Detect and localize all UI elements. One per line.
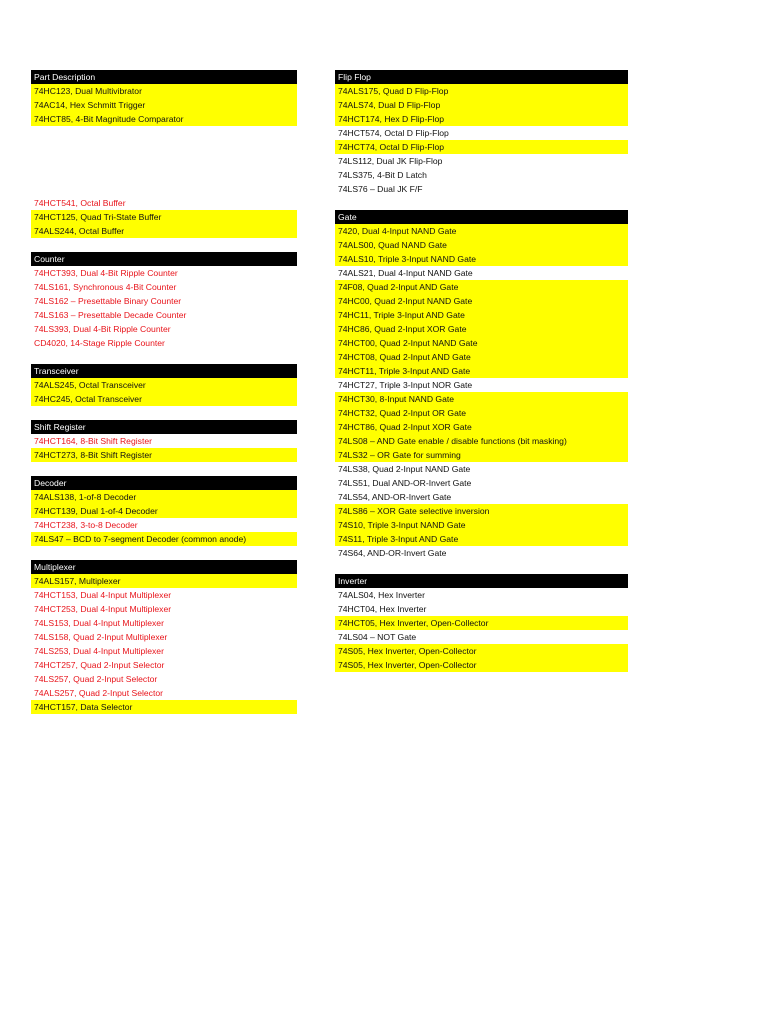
part-row: 74F08, Quad 2-Input AND Gate: [335, 280, 628, 294]
part-row: 74LS32 – OR Gate for summing: [335, 448, 628, 462]
part-row: 74HC245, Octal Transceiver: [31, 392, 297, 406]
part-row: 74HC123, Dual Multivibrator: [31, 84, 297, 98]
part-row: 74ALS138, 1-of-8 Decoder: [31, 490, 297, 504]
part-row: 74ALS21, Dual 4-Input NAND Gate: [338, 268, 473, 278]
part-row: 74LS158, Quad 2-Input Multiplexer: [34, 632, 168, 642]
part-row: 74HCT153, Dual 4-Input Multiplexer: [34, 590, 172, 600]
part-row: 74HCT00, Quad 2-Input NAND Gate: [335, 336, 628, 350]
section-gap: [335, 196, 628, 210]
part-row: 74LS04 – NOT Gate: [338, 632, 417, 642]
part-row: 74LS38, Quad 2-Input NAND Gate: [338, 464, 471, 474]
part-row: 74HCT393, Dual 4-Bit Ripple Counter: [34, 268, 178, 278]
part-row: [31, 140, 297, 154]
section-shift-register: [31, 420, 297, 462]
part-row: 74HCT85, 4-Bit Magnitude Comparator: [31, 112, 297, 126]
part-row: 74HCT125, Quad Tri-State Buffer: [31, 210, 297, 224]
part-row: 74HCT30, 8-Input NAND Gate: [335, 392, 628, 406]
part-row: 74ALS00, Quad NAND Gate: [335, 238, 628, 252]
part-row: 74ALS157, Multiplexer: [31, 574, 297, 588]
left-column: [31, 70, 297, 714]
part-row: 74ALS10, Triple 3-Input NAND Gate: [335, 252, 628, 266]
part-row: 74HCT74, Octal D Flip-Flop: [335, 140, 628, 154]
part-row: [31, 182, 297, 196]
section-header: Part Description: [31, 70, 297, 84]
section-part-description: [31, 70, 297, 238]
part-row: 74HCT86, Quad 2-Input XOR Gate: [335, 420, 628, 434]
part-row: 74S64, AND-OR-Invert Gate: [338, 548, 447, 558]
part-row: 74LS153, Dual 4-Input Multiplexer: [34, 618, 164, 628]
section-gap: [335, 560, 628, 574]
section-gap: [31, 350, 297, 364]
part-row: 74LS257, Quad 2-Input Selector: [34, 674, 158, 684]
section-header: Transceiver: [31, 364, 297, 378]
part-row: 74ALS175, Quad D Flip-Flop: [335, 84, 628, 98]
part-row: 74HCT164, 8-Bit Shift Register: [34, 436, 152, 446]
section-header: Counter: [31, 252, 297, 266]
section-flip-flop: [335, 70, 628, 196]
part-row: 74LS86 – XOR Gate selective inversion: [335, 504, 628, 518]
part-row: 74AC14, Hex Schmitt Trigger: [31, 98, 297, 112]
part-row: CD4020, 14-Stage Ripple Counter: [34, 338, 165, 348]
part-row: 7420, Dual 4-Input NAND Gate: [335, 224, 628, 238]
part-row: 74LS163 – Presettable Decade Counter: [34, 310, 187, 320]
part-row: 74HCT27, Triple 3-Input NOR Gate: [338, 380, 473, 390]
part-row: 74LS76 – Dual JK F/F: [338, 184, 423, 194]
part-row: 74LS375, 4-Bit D Latch: [338, 170, 427, 180]
section-gate: [335, 210, 628, 560]
right-column: [335, 70, 628, 672]
part-row: 74LS51, Dual AND-OR-Invert Gate: [338, 478, 472, 488]
part-row: 74ALS257, Quad 2-Input Selector: [34, 688, 163, 698]
part-row: 74HCT574, Octal D Flip-Flop: [338, 128, 449, 138]
part-row: 74HCT273, 8-Bit Shift Register: [31, 448, 297, 462]
part-row: 74LS162 – Presettable Binary Counter: [34, 296, 182, 306]
part-row: 74HCT541, Octal Buffer: [34, 198, 126, 208]
section-transceiver: [31, 364, 297, 406]
part-row: 74HC11, Triple 3-Input AND Gate: [335, 308, 628, 322]
section-gap: [31, 238, 297, 252]
part-row: 74LS161, Synchronous 4-Bit Counter: [34, 282, 177, 292]
part-row: 74HCT08, Quad 2-Input AND Gate: [335, 350, 628, 364]
part-row: 74HCT253, Dual 4-Input Multiplexer: [34, 604, 172, 614]
section-header: Shift Register: [31, 420, 297, 434]
section-header: Multiplexer: [31, 560, 297, 574]
part-row: 74S05, Hex Inverter, Open-Collector: [335, 644, 628, 658]
part-row: 74HCT157, Data Selector: [31, 700, 297, 714]
part-row: 74HCT32, Quad 2-Input OR Gate: [335, 406, 628, 420]
part-row: 74S05, Hex Inverter, Open-Collector: [335, 658, 628, 672]
part-row: 74HCT174, Hex D Flip-Flop: [335, 112, 628, 126]
part-row: 74HCT11, Triple 3-Input AND Gate: [335, 364, 628, 378]
section-gap: [31, 546, 297, 560]
part-row: 74HCT238, 3-to-8 Decoder: [34, 520, 138, 530]
part-row: 74LS253, Dual 4-Input Multiplexer: [34, 646, 164, 656]
part-row: [31, 126, 297, 140]
part-row: 74LS112, Dual JK Flip-Flop: [338, 156, 443, 166]
section-gap: [31, 406, 297, 420]
part-row: 74HC00, Quad 2-Input NAND Gate: [335, 294, 628, 308]
part-row: 74HCT257, Quad 2-Input Selector: [34, 660, 165, 670]
section-header: Flip Flop: [335, 70, 628, 84]
part-row: 74HC86, Quad 2-Input XOR Gate: [335, 322, 628, 336]
section-counter: [31, 252, 297, 350]
section-header: Gate: [335, 210, 628, 224]
section-multiplexer: [31, 560, 297, 714]
part-row: 74LS54, AND-OR-Invert Gate: [338, 492, 452, 502]
part-row: 74HCT139, Dual 1-of-4 Decoder: [31, 504, 297, 518]
part-row: [31, 154, 297, 168]
part-row: 74HCT04, Hex Inverter: [338, 604, 427, 614]
part-row: 74HCT05, Hex Inverter, Open-Collector: [335, 616, 628, 630]
section-header: Inverter: [335, 574, 628, 588]
section-header: Decoder: [31, 476, 297, 490]
part-row: 74ALS04, Hex Inverter: [338, 590, 425, 600]
part-row: 74ALS245, Octal Transceiver: [31, 378, 297, 392]
part-row: 74S10, Triple 3-Input NAND Gate: [335, 518, 628, 532]
part-row: [31, 168, 297, 182]
part-row: 74LS08 – AND Gate enable / disable functions (bit masking): [335, 434, 628, 448]
part-row: 74S11, Triple 3-Input AND Gate: [335, 532, 628, 546]
part-row: 74LS393, Dual 4-Bit Ripple Counter: [34, 324, 171, 334]
part-row: 74ALS74, Dual D Flip-Flop: [335, 98, 628, 112]
section-decoder: [31, 476, 297, 546]
section-inverter: [335, 574, 628, 672]
part-row: 74ALS244, Octal Buffer: [31, 224, 297, 238]
section-gap: [31, 462, 297, 476]
part-row: 74LS47 – BCD to 7-segment Decoder (common anode): [31, 532, 297, 546]
